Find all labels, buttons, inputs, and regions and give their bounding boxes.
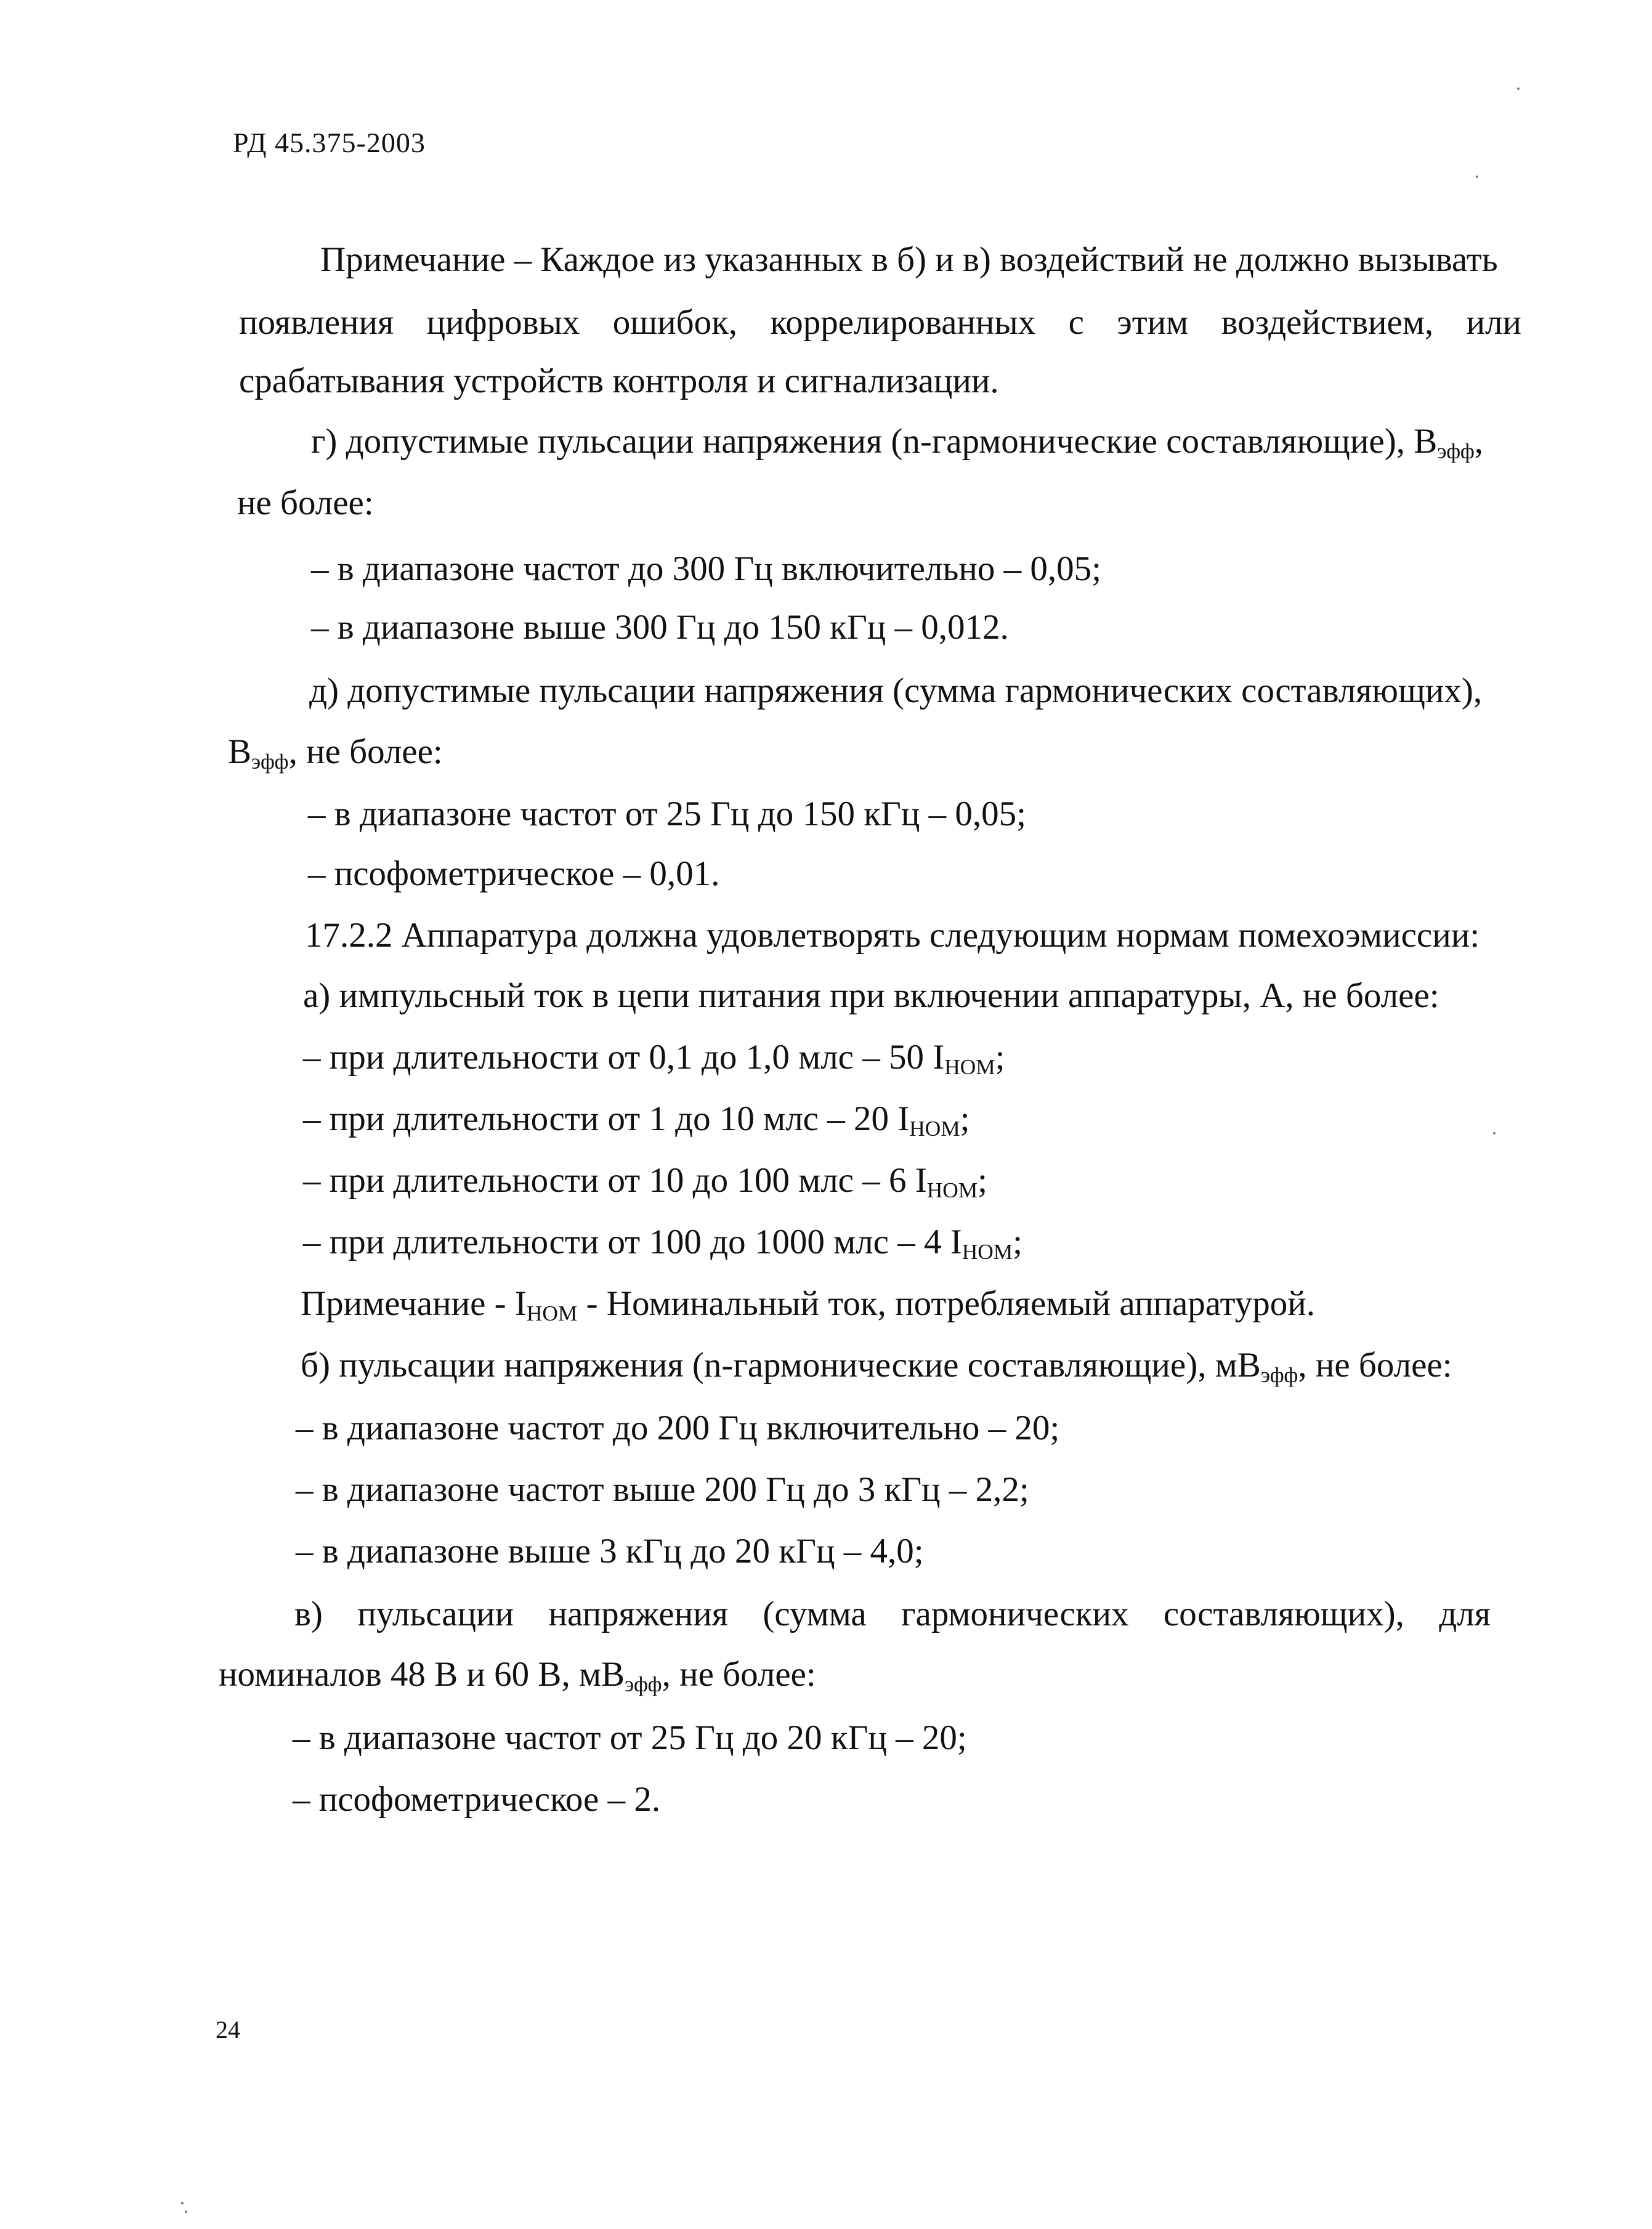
note1-word: с [1068, 303, 1084, 342]
item-a-bullet2-tail: ; [960, 1099, 970, 1138]
note1-line3: срабатывания устройств контроля и сигнализации. [239, 362, 999, 400]
section-1722-title: 17.2.2 Аппаратура должна удовлетворять следующим нормам помехоэмиссии: [305, 916, 1480, 955]
item-v-bullet2: – псофометрическое – 2. [293, 1780, 661, 1819]
note1-word: коррелированных [770, 303, 1036, 342]
note1-word: воздействием, [1221, 303, 1434, 342]
item-a-bullet1 [303, 1038, 1005, 1079]
item-b-sub: эфф [1260, 1362, 1298, 1387]
item-a-bullet4-sub: НОМ [962, 1239, 1013, 1264]
scan-speck [1517, 87, 1520, 90]
item-a-bullet3-text: – при длительности от 10 до 100 млс – 6 I [303, 1161, 927, 1200]
item-v-line1 [294, 1596, 1491, 1632]
item-v-word: составляющих), [1163, 1595, 1404, 1633]
note1-word: или [1466, 303, 1521, 342]
scan-speck [185, 2211, 187, 2213]
section-1722-note-text2: - Номинальный ток, потребляемый аппаратурой. [577, 1284, 1316, 1323]
item-v-word: для [1439, 1595, 1491, 1633]
item-a-bullet2-sub: НОМ [909, 1116, 960, 1141]
item-v-line2 [219, 1655, 816, 1696]
item-v-word: в) [294, 1595, 323, 1633]
section-1722-item-a: а) импульсный ток в цепи питания при включении аппаратуры, А, не более: [303, 976, 1439, 1015]
item-d-line1: д) допустимые пульсации напряжения (сумма гармонических составляющих), [309, 671, 1483, 710]
item-g-bullet1: – в диапазоне частот до 300 Гц включительно – 0,05; [311, 549, 1101, 588]
item-g-line1 [311, 422, 1484, 463]
item-v-line2-text: номиналов 48 В и 60 В, мВ [219, 1655, 625, 1694]
item-a-bullet3-sub: НОМ [926, 1178, 978, 1202]
section-1722-note-sub: НОМ [526, 1301, 578, 1325]
item-d-line2-sub: эфф [251, 749, 289, 774]
item-d-bullet1: – в диапазоне частот от 25 Гц до 150 кГц – 0,05; [308, 795, 1026, 833]
scan-speck [1476, 176, 1478, 178]
item-a-bullet2-text: – при длительности от 1 до 10 млс – 20 I [303, 1099, 910, 1138]
item-a-bullet1-tail: ; [995, 1038, 1005, 1077]
item-b-text: б) пульсации напряжения (n-гармонические составляющие), мВ [301, 1346, 1261, 1385]
page-number: 24 [216, 2016, 240, 2044]
item-g-line1-tail: , [1474, 422, 1484, 461]
item-a-bullet3-tail: ; [978, 1161, 987, 1200]
scan-speck [1493, 1132, 1496, 1135]
item-v-word: (сумма [763, 1595, 867, 1633]
item-b-tail: , не более: [1298, 1346, 1452, 1385]
item-g-line1-sub: эфф [1437, 439, 1475, 463]
note1-word: этим [1117, 303, 1189, 342]
item-v-word: напряжения [548, 1595, 728, 1633]
item-v-line2-sub: эфф [625, 1672, 662, 1696]
document-header: РД 45.375-2003 [233, 127, 426, 158]
item-g-line2: не более: [237, 483, 374, 522]
item-d-line2-tail: , не более: [288, 732, 443, 771]
item-g-line1-text: г) допустимые пульсации напряжения (n-гармонические составляющие), В [311, 422, 1438, 461]
note1-word: цифровых [426, 303, 580, 342]
item-a-bullet2 [303, 1099, 970, 1141]
item-a-bullet4-tail: ; [1013, 1223, 1022, 1261]
note1-line1: Примечание – Каждое из указанных в б) и в) воздействий не должно вызывать [320, 240, 1498, 279]
section-1722-note [301, 1284, 1316, 1325]
item-a-bullet4 [303, 1223, 1022, 1264]
section-1722-note-text1: Примечание - I [301, 1284, 527, 1323]
item-v-bullet1: – в диапазоне частот от 25 Гц до 20 кГц – 20; [293, 1718, 967, 1757]
item-b-bullet1: – в диапазоне частот до 200 Гц включительно – 20; [296, 1409, 1060, 1447]
section-1722-item-b [301, 1346, 1452, 1387]
item-v-line2-tail: , не более: [662, 1655, 816, 1694]
note1-line2 [239, 305, 1521, 340]
item-d-bullet2: – псофометрическое – 0,01. [308, 854, 720, 893]
item-v-word: гармонических [901, 1595, 1129, 1633]
item-a-bullet1-sub: НОМ [944, 1054, 995, 1079]
item-b-bullet2: – в диапазоне частот выше 200 Гц до 3 кГц – 2,2; [296, 1470, 1029, 1509]
item-a-bullet3 [303, 1161, 987, 1202]
item-d-line2 [228, 732, 443, 774]
item-a-bullet4-text: – при длительности от 100 до 1000 млс – 4 I [303, 1223, 962, 1261]
scan-speck [181, 2202, 184, 2204]
item-g-bullet2: – в диапазоне выше 300 Гц до 150 кГц – 0,012. [311, 608, 1009, 647]
item-v-word: пульсации [357, 1595, 514, 1633]
note1-word: появления [239, 303, 394, 342]
note1-word: ошибок, [612, 303, 738, 342]
item-b-bullet3: – в диапазоне выше 3 кГц до 20 кГц – 4,0; [296, 1532, 924, 1571]
item-a-bullet1-text: – при длительности от 0,1 до 1,0 млс – 50 I [303, 1038, 945, 1077]
item-d-line2-text: В [228, 732, 252, 771]
